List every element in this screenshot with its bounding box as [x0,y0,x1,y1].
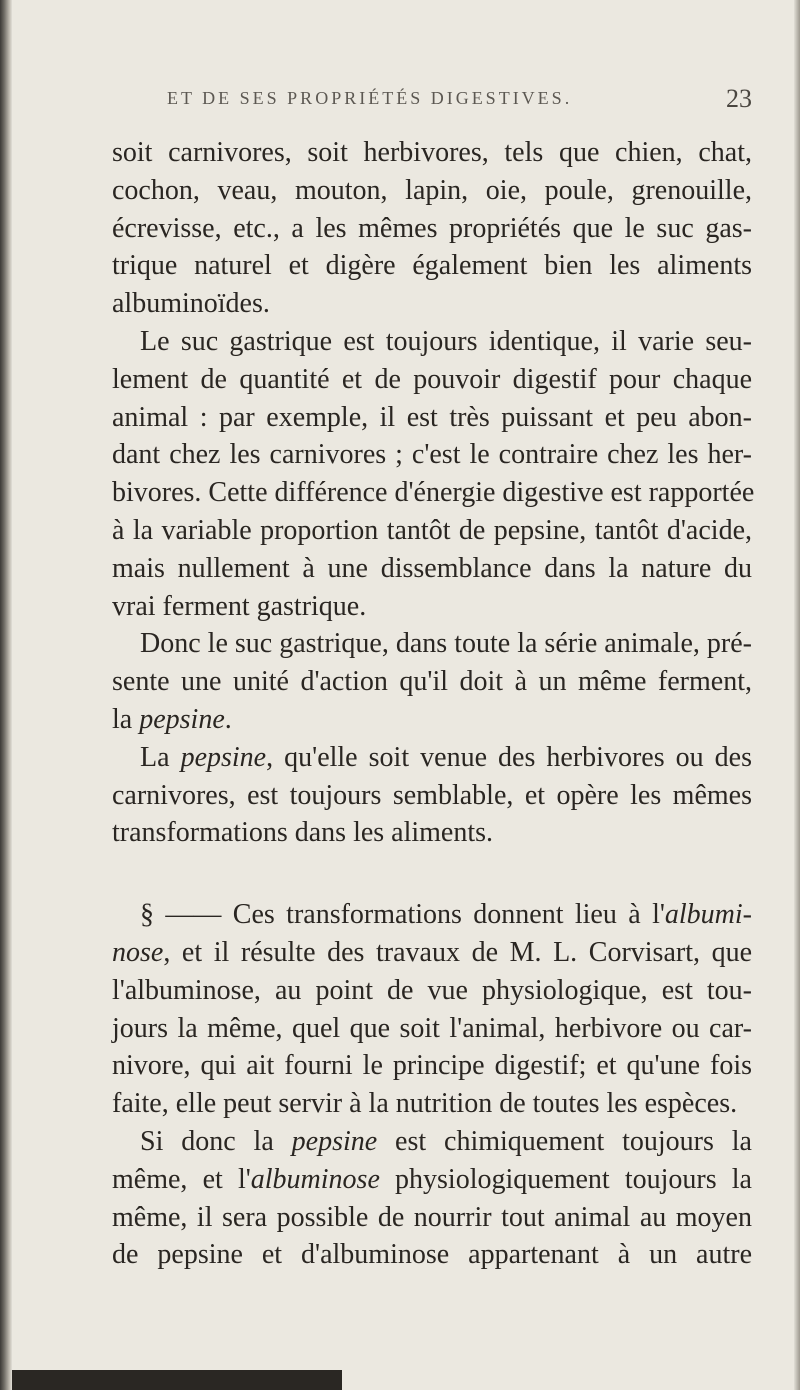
text-run: Si donc la [140,1125,292,1157]
page-number: 23 [726,84,752,113]
text-line: à la variable proportion tantôt de pepsine, tantôt d'acide, [112,514,752,546]
page-binding-shadow [0,0,12,1390]
text-run: § —— Ces transformations donnent lieu à l' [140,899,665,931]
text-line [112,739,752,777]
text-run: est chimiquement toujours la [377,1125,752,1157]
italic-term: pepsine [291,1125,378,1157]
text-line: nivore, qui ait fourni le principe digestif; et qu'une fois [112,1050,752,1082]
text-line: transformations dans les aliments. [112,817,494,849]
text-run: , qu'elle soit venue des herbivores ou des [266,741,752,773]
text-line: mais nullement à une dissemblance dans la nature du [112,552,752,584]
page-edge-shadow [794,0,800,1390]
text-line: faite, elle peut servir à la nutrition de toutes les espèces. [112,1088,738,1120]
text-line: bivores. Cette différence d'énergie digestive est rapportée [112,477,755,509]
scan-border-bar [12,1370,342,1390]
text-run: . [224,703,232,735]
text-line: animal : par exemple, il est très puissant et peu abon- [112,401,752,433]
text-line: dant chez les carnivores ; c'est le contraire chez les her- [112,439,752,471]
page-header [112,84,752,118]
italic-term: albuminose [250,1163,380,1195]
italic-term: albumi- [664,899,752,931]
text-run: , et il résulte des travaux de M. L. Corvisart, que [163,936,752,968]
section-gap [112,852,752,896]
text-line: Le suc gastrique est toujours identique, il varie seu- [140,325,752,357]
text-run: même, et l' [112,1163,251,1195]
text-line: Donc le suc gastrique, dans toute la série animale, pré- [140,628,752,660]
text-line: soit carnivores, soit herbivores, tels que chien, chat, [112,137,752,168]
text-line [112,1161,752,1199]
running-head: ET DE SES PROPRIÉTÉS DIGESTIVES. [167,88,573,108]
text-line [112,896,752,934]
text-line: albuminoïdes. [112,288,270,320]
text-line: sente une unité d'action qu'il doit à un même ferment, [112,666,752,698]
italic-term: pepsine [139,703,225,735]
text-line [112,934,752,972]
text-line: écrevisse, etc., a les mêmes propriétés que le suc gas- [112,212,752,244]
text-run: physiologiquement toujours la [379,1163,752,1195]
italic-term: nose [112,936,164,968]
italic-term: pepsine [180,741,267,773]
body-text [112,134,755,1274]
text-line: même, il sera possible de nourrir tout animal au moyen [112,1201,752,1233]
text-line: trique naturel et digère également bien les aliments [112,250,752,282]
text-line [112,701,752,739]
text-run: La [140,741,181,773]
text-line: lement de quantité et de pouvoir digestif pour chaque [112,363,752,395]
text-line [112,1123,752,1161]
text-line: jours la même, quel que soit l'animal, herbivore ou car- [112,1012,752,1044]
text-line: de pepsine et d'albuminose appartenant à un autre [112,1239,752,1271]
text-line: cochon, veau, mouton, lapin, oie, poule, grenouille, [112,174,752,206]
text-line: l'albuminose, au point de vue physiologique, est tou- [112,974,752,1006]
text-run: la [112,703,140,735]
text-line: vrai ferment gastrique. [112,590,367,622]
text-line: carnivores, est toujours semblable, et opère les mêmes [112,779,752,811]
